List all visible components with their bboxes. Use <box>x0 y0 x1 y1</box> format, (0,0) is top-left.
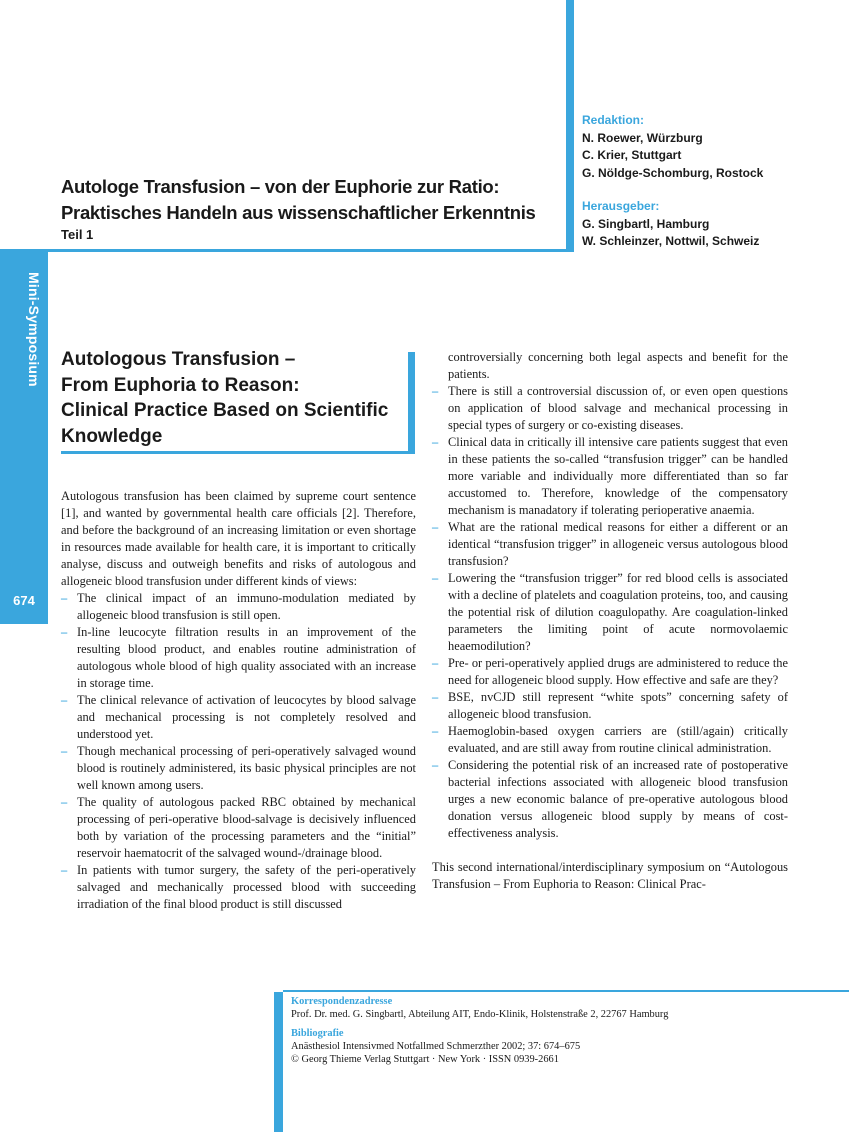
list-item: – What are the rational medical reasons for either a different or an identical “transfusion trigger” in allogeneic versus autologous blood transfusion? <box>432 520 788 568</box>
footer-info <box>291 995 841 1066</box>
bibliography-citation: Anästhesiol Intensivmed Notfallmed Schmerzther 2002; 37: 674–675 <box>291 1041 581 1052</box>
editor-name: N. Roewer, Würzburg <box>582 130 703 145</box>
bullet-list <box>61 590 416 913</box>
editor-name: G. Nöldge-Schomburg, Rostock <box>582 165 764 180</box>
article-title <box>61 347 401 449</box>
series-title <box>61 174 561 244</box>
top-accent-bar <box>566 0 574 252</box>
list-item: – Clinical data in critically ill intensive care patients suggest that even in these patients the so-called “transfusion trigger” can be handled more variable and individually more differentiated than so far accustomed to. Therefore, knowledge of the compensatory mechanism is manadatory if tolerating perioperative anaemia. <box>432 435 788 517</box>
dash-icon: – <box>61 863 68 877</box>
list-item: – Though mechanical processing of peri-operatively salvaged wound blood is routinely administered, its basic physical principles are not well known among users. <box>61 744 416 792</box>
series-title-line: Autologe Transfusion – von der Euphorie zur Ratio: <box>61 176 500 197</box>
body-column-left <box>61 488 416 913</box>
list-item: – In-line leucocyte filtration results in an improvement of the resulting blood product, and enables routine administration of autologous whole blood of high quality associated with an increase in storage time. <box>61 625 416 690</box>
correspondence-address: Prof. Dr. med. G. Singbartl, Abteilung AIT, Endo-Klinik, Holstenstraße 2, 22767 Hamburg <box>291 1009 669 1020</box>
list-item: – The clinical impact of an immuno-modulation mediated by allogeneic blood transfusion is still open. <box>61 591 416 622</box>
article-title-line: Clinical Practice Based on Scientific <box>61 400 389 421</box>
dash-icon: – <box>432 384 439 398</box>
dash-icon: – <box>61 591 68 605</box>
redaktion-label: Redaktion: <box>582 113 645 127</box>
title-rule <box>61 451 415 454</box>
closing-paragraph: This second international/interdisciplinary symposium on “Autologous Transfusion – From Euphoria to Reason: Clinical Prac- <box>432 860 788 891</box>
list-item: – BSE, nvCJD still represent “white spots” concerning safety of allogeneic blood transfusion. <box>432 690 788 721</box>
list-item: – Pre- or peri-operatively applied drugs are administered to reduce the need for allogeneic blood supply. How effective and safe are they? <box>432 656 788 687</box>
body-column-right <box>432 349 788 893</box>
list-item: – In patients with tumor surgery, the safety of the peri-operatively salvaged and mechanically processed blood with succeeding irradiation of the final blood product is still discussed <box>61 863 416 911</box>
side-label: Mini-Symposium <box>26 272 42 387</box>
article-title-line: From Euphoria to Reason: <box>61 374 300 396</box>
dash-icon: – <box>61 744 68 758</box>
article-title-line: Autologous Transfusion – <box>61 349 296 370</box>
list-continuation: controversially concerning both legal aspects and benefit for the patients. <box>448 350 788 381</box>
dash-icon: – <box>432 520 439 534</box>
editor-name: C. Krier, Stuttgart <box>582 148 682 162</box>
dash-icon: – <box>432 435 439 449</box>
list-item: – Considering the potential risk of an increased rate of postoperative bacterial infections associated with allogeneic blood transfusion urges a new economic balance of pre-operative autologous blood donation versus allogeneic blood supply by means of cost-effectiveness analysis. <box>432 758 788 840</box>
dash-icon: – <box>432 656 439 670</box>
list-item: – The clinical relevance of activation of leucocytes by blood salvage and mechanical processing is not completely resolved and understood yet. <box>61 693 416 741</box>
header-rule <box>0 249 571 252</box>
list-item: – There is still a controversial discussion of, or even open questions on application of blood salvage and mechanical processing in special types of surgery or co-existing diseases. <box>432 384 788 432</box>
dash-icon: – <box>432 571 439 585</box>
series-title-line: Praktisches Handeln aus wissenschaftlicher Erkenntnis <box>61 202 536 223</box>
list-item: – Haemoglobin-based oxygen carriers are (still/again) critically evaluated, and are still away from routine clinical administration. <box>432 724 788 755</box>
bibliography-label: Bibliografie <box>291 1028 344 1039</box>
dash-icon: – <box>61 693 68 707</box>
publisher-name: W. Schleinzer, Nottwil, Schweiz <box>582 234 760 248</box>
dash-icon: – <box>432 758 439 772</box>
intro-paragraph: Autologous transfusion has been claimed by supreme court sentence [1], and wanted by governmental health care officials [2]. Therefore, and before the background of an increasing limitation or even shortage in resources made available for health care, it is important to critically analyse, discuss and outweigh benefits and risks of autologous and allogeneic blood transfusion under different kinds of views: <box>61 489 416 588</box>
herausgeber-label: Herausgeber: <box>582 199 660 213</box>
footer-rule <box>283 990 849 992</box>
dash-icon: – <box>432 690 439 704</box>
series-part: Teil 1 <box>61 227 94 242</box>
dash-icon: – <box>61 795 68 809</box>
footer-accent-bar <box>274 992 283 1132</box>
title-accent-bar <box>408 352 415 454</box>
dash-icon: – <box>61 625 68 639</box>
publisher-name: G. Singbartl, Hamburg <box>582 216 710 231</box>
article-title-line: Knowledge <box>61 425 163 447</box>
list-item: – The quality of autologous packed RBC obtained by mechanical processing of peri-operative blood-salvage is decisively influenced both by variation of the processing parameters and the “initial” reservoir haematocrit of the salvaged wound-/drainage blood. <box>61 795 416 860</box>
dash-icon: – <box>432 724 439 738</box>
list-item: – Lowering the “transfusion trigger” for red blood cells is associated with a decline of platelets and coagulation proteins, too, and causing the potential risk of dilution coagulopathy. Are coagulation-linked parameters the limiting point of acute normovolaemic heaemodilution? <box>432 571 788 653</box>
bibliography-copyright: © Georg Thieme Verlag Stuttgart · New York · ISSN 0939-2661 <box>291 1054 559 1065</box>
editors-block <box>582 112 842 251</box>
correspondence-label: Korrespondenzadresse <box>291 996 393 1007</box>
page-number: 674 <box>13 593 35 608</box>
bullet-list <box>432 383 788 842</box>
